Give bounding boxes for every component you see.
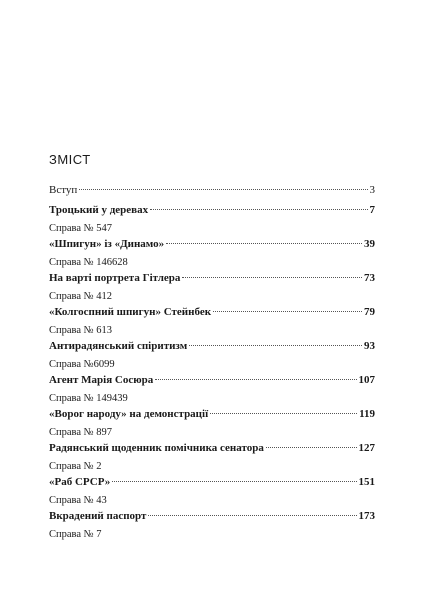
- page-number: 39: [364, 238, 375, 250]
- toc-entry: [49, 440, 375, 474]
- dot-leader: [148, 514, 356, 516]
- case-number: Справа № 43: [49, 495, 107, 506]
- case-number: Справа № 146628: [49, 257, 128, 268]
- entry-title: Антирадянський спіритизм: [49, 340, 188, 352]
- dot-leader: [166, 242, 362, 244]
- case-number: Справа № 7: [49, 529, 102, 540]
- page-title: ЗМІСТ: [49, 152, 91, 167]
- entry-title: «Шпигун» із «Динамо»: [49, 238, 165, 250]
- entry-title: Агент Марія Сосюра: [49, 374, 154, 386]
- entry-title: Радянський щоденник помічника сенатора: [49, 442, 264, 454]
- page-number: 107: [358, 374, 375, 386]
- dot-leader: [79, 188, 367, 190]
- case-number: Справа № 613: [49, 325, 113, 336]
- page-number: 119: [359, 408, 375, 420]
- case-number: Справа № 2: [49, 461, 102, 472]
- dot-leader: [210, 412, 357, 414]
- entry-title: «Колгоспний шпигун» Стейнбек: [49, 306, 212, 318]
- dot-leader: [266, 446, 357, 448]
- page-number: 173: [358, 510, 375, 522]
- toc-entry: [49, 270, 375, 304]
- toc-entry: [49, 304, 375, 338]
- toc-entry: [49, 182, 375, 198]
- toc-entry: [49, 236, 375, 270]
- case-number: Справа №6099: [49, 359, 115, 370]
- page-number: 7: [369, 204, 375, 216]
- entry-title: «Раб СРСР»: [49, 476, 111, 488]
- page-number: 93: [364, 340, 375, 352]
- dot-leader: [213, 310, 362, 312]
- case-number: Справа № 547: [49, 223, 113, 234]
- dot-leader: [182, 276, 362, 278]
- dot-leader: [155, 378, 356, 380]
- page-number: 3: [369, 184, 375, 196]
- case-number: Справа № 897: [49, 427, 113, 438]
- page-number: 127: [358, 442, 375, 454]
- toc-entry: [49, 406, 375, 440]
- entry-title: Вступ: [49, 184, 78, 196]
- dot-leader: [189, 344, 362, 346]
- case-number: Справа № 149439: [49, 393, 128, 404]
- toc-entry: [49, 508, 375, 542]
- entry-title: Вкрадений паспорт: [49, 510, 147, 522]
- toc-entry: [49, 338, 375, 372]
- toc-entry: [49, 474, 375, 508]
- entry-title: Троцький у деревах: [49, 204, 149, 216]
- entry-title: «Ворог народу» на демонстрації: [49, 408, 209, 420]
- dot-leader: [112, 480, 356, 482]
- toc-entry: [49, 372, 375, 406]
- page-number: 79: [364, 306, 375, 318]
- entry-title: На варті портрета Гітлера: [49, 272, 181, 284]
- case-number: Справа № 412: [49, 291, 113, 302]
- dot-leader: [150, 208, 367, 210]
- page-number: 73: [364, 272, 375, 284]
- toc-entry: [49, 202, 375, 236]
- page-number: 151: [358, 476, 375, 488]
